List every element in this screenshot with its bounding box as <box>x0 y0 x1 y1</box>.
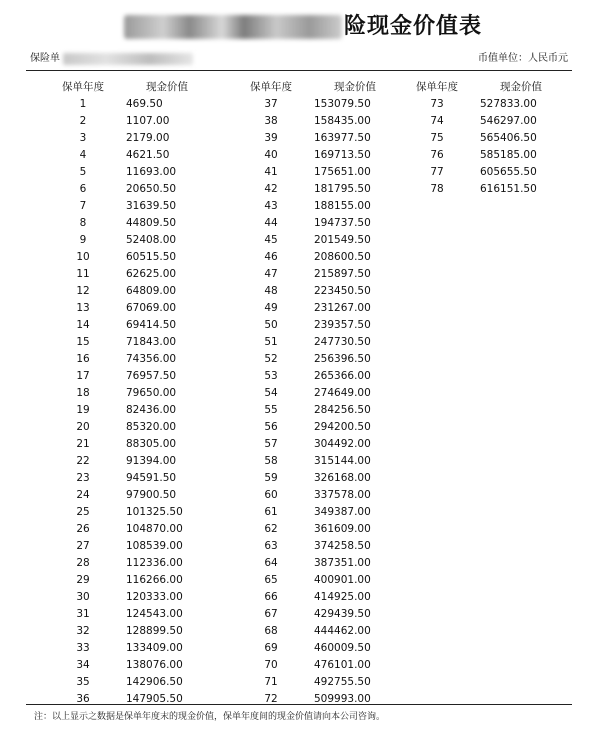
policy-year-cell: 74 <box>430 115 444 127</box>
table-row <box>236 147 404 164</box>
policy-year-cell: 50 <box>264 319 278 331</box>
cash-value-cell: 247730.50 <box>314 336 371 348</box>
cash-value-cell: 181795.50 <box>314 183 371 195</box>
policy-year-cell: 15 <box>76 336 90 348</box>
header-policy-year: 保单年度 <box>416 81 458 93</box>
cash-value-cell: 374258.50 <box>314 540 371 552</box>
policy-year-cell: 28 <box>76 557 90 569</box>
table-row <box>48 249 216 266</box>
policy-year-cell: 48 <box>264 285 278 297</box>
table-row <box>236 572 404 589</box>
table-row <box>48 657 216 674</box>
policy-year-cell: 26 <box>76 523 90 535</box>
header-cash-value: 现金价值 <box>500 81 542 93</box>
policy-year-cell: 34 <box>76 659 90 671</box>
cash-value-cell: 527833.00 <box>480 98 537 110</box>
cash-value-cell: 616151.50 <box>480 183 537 195</box>
policy-year-cell: 71 <box>264 676 278 688</box>
table-row <box>236 215 404 232</box>
cash-value-cell: 104870.00 <box>126 523 183 535</box>
table-row <box>48 589 216 606</box>
table-row <box>236 351 404 368</box>
currency-unit: 币值单位：人民币元 <box>478 53 568 64</box>
table-row <box>48 674 216 691</box>
cash-value-cell: 69414.50 <box>126 319 177 331</box>
table-row <box>48 487 216 504</box>
policy-year-cell: 10 <box>76 251 90 263</box>
table-row <box>402 164 570 181</box>
table-row <box>236 283 404 300</box>
policy-year-cell: 38 <box>264 115 278 127</box>
header-cash-value: 现金价值 <box>334 81 376 93</box>
policy-year-cell: 22 <box>76 455 90 467</box>
document-title <box>0 12 606 42</box>
policy-year-cell: 76 <box>430 149 444 161</box>
table-column-1 <box>48 79 216 708</box>
table-row <box>236 487 404 504</box>
cash-value-cell: 256396.50 <box>314 353 371 365</box>
table-row <box>48 419 216 436</box>
table-row <box>48 521 216 538</box>
table-row <box>48 351 216 368</box>
table-row <box>236 96 404 113</box>
policy-year-cell: 35 <box>76 676 90 688</box>
table-row <box>48 368 216 385</box>
cash-value-cell: 231267.00 <box>314 302 371 314</box>
cash-value-cell: 565406.50 <box>480 132 537 144</box>
cash-value-cell: 64809.00 <box>126 285 177 297</box>
policy-year-cell: 13 <box>76 302 90 314</box>
table-row <box>48 572 216 589</box>
policy-year-cell: 23 <box>76 472 90 484</box>
cash-value-cell: 4621.50 <box>126 149 170 161</box>
table-row <box>236 436 404 453</box>
policy-year-cell: 69 <box>264 642 278 654</box>
cash-value-cell: 188155.00 <box>314 200 371 212</box>
policy-year-cell: 53 <box>264 370 278 382</box>
policy-year-cell: 40 <box>264 149 278 161</box>
table-row <box>236 640 404 657</box>
table-row <box>48 181 216 198</box>
policy-year-cell: 12 <box>76 285 90 297</box>
table-row <box>236 674 404 691</box>
cash-value-cell: 175651.00 <box>314 166 371 178</box>
table-row <box>236 606 404 623</box>
policy-year-cell: 45 <box>264 234 278 246</box>
policy-year-cell: 25 <box>76 506 90 518</box>
table-row <box>48 283 216 300</box>
table-row <box>236 504 404 521</box>
policy-year-cell: 63 <box>264 540 278 552</box>
cash-value-cell: 108539.00 <box>126 540 183 552</box>
policy-year-cell: 8 <box>79 217 87 229</box>
table-row <box>236 232 404 249</box>
table-row <box>236 334 404 351</box>
policy-year-cell: 46 <box>264 251 278 263</box>
top-divider <box>26 70 572 71</box>
cash-value-cell: 128899.50 <box>126 625 183 637</box>
table-row <box>48 504 216 521</box>
policy-year-cell: 31 <box>76 608 90 620</box>
cash-value-cell: 387351.00 <box>314 557 371 569</box>
table-row <box>48 232 216 249</box>
policy-number <box>30 52 193 66</box>
table-row <box>402 96 570 113</box>
table-row <box>402 113 570 130</box>
title-text: 险现金价值表 <box>343 14 482 39</box>
table-row <box>48 130 216 147</box>
policy-year-cell: 65 <box>264 574 278 586</box>
policy-year-cell: 43 <box>264 200 278 212</box>
cash-value-cell: 74356.00 <box>126 353 177 365</box>
table-row <box>236 249 404 266</box>
table-row <box>236 453 404 470</box>
cash-value-cell: 265366.00 <box>314 370 371 382</box>
cash-value-cell: 62625.00 <box>126 268 177 280</box>
policy-year-cell: 77 <box>430 166 444 178</box>
table-row <box>48 215 216 232</box>
policy-year-cell: 42 <box>264 183 278 195</box>
cash-value-cell: 546297.00 <box>480 115 537 127</box>
policy-year-cell: 27 <box>76 540 90 552</box>
cash-value-cell: 460009.50 <box>314 642 371 654</box>
policy-year-cell: 6 <box>79 183 87 195</box>
policy-year-cell: 52 <box>264 353 278 365</box>
table-row <box>236 266 404 283</box>
table-row <box>48 623 216 640</box>
table-row <box>236 521 404 538</box>
table-row <box>236 198 404 215</box>
cash-value-cell: 52408.00 <box>126 234 177 246</box>
policy-year-cell: 58 <box>264 455 278 467</box>
cash-value-cell: 97900.50 <box>126 489 177 501</box>
policy-year-cell: 39 <box>264 132 278 144</box>
cash-value-cell: 444462.00 <box>314 625 371 637</box>
cash-value-cell: 116266.00 <box>126 574 183 586</box>
table-row <box>236 691 404 708</box>
policy-year-cell: 57 <box>264 438 278 450</box>
table-row <box>402 147 570 164</box>
policy-year-cell: 9 <box>79 234 87 246</box>
cash-value-cell: 509993.00 <box>314 693 371 705</box>
cash-value-cell: 492755.50 <box>314 676 371 688</box>
table-row <box>48 385 216 402</box>
table-row <box>48 300 216 317</box>
table-row <box>48 317 216 334</box>
policy-year-cell: 1 <box>79 98 87 110</box>
policy-year-cell: 17 <box>76 370 90 382</box>
header-policy-year: 保单年度 <box>62 81 104 93</box>
table-row <box>402 130 570 147</box>
cash-value-cell: 76957.50 <box>126 370 177 382</box>
policy-year-cell: 66 <box>264 591 278 603</box>
cash-value-cell: 429439.50 <box>314 608 371 620</box>
cash-value-cell: 208600.50 <box>314 251 371 263</box>
policy-year-cell: 5 <box>79 166 87 178</box>
policy-year-cell: 19 <box>76 404 90 416</box>
policy-year-cell: 32 <box>76 625 90 637</box>
cash-value-cell: 31639.50 <box>126 200 177 212</box>
policy-year-cell: 54 <box>264 387 278 399</box>
bottom-divider <box>26 704 572 705</box>
policy-year-cell: 49 <box>264 302 278 314</box>
cash-value-cell: 294200.50 <box>314 421 371 433</box>
cash-value-cell: 147905.50 <box>126 693 183 705</box>
policy-year-cell: 60 <box>264 489 278 501</box>
cash-value-cell: 304492.00 <box>314 438 371 450</box>
table-row <box>236 164 404 181</box>
policy-year-cell: 11 <box>76 268 90 280</box>
cash-value-cell: 138076.00 <box>126 659 183 671</box>
redacted-policy-number <box>63 53 193 65</box>
cash-value-cell: 101325.50 <box>126 506 183 518</box>
cash-value-cell: 169713.50 <box>314 149 371 161</box>
cash-value-cell: 91394.00 <box>126 455 177 467</box>
cash-value-cell: 71843.00 <box>126 336 177 348</box>
footnote: 注：以上显示之数据是保单年度末的现金价值，保单年度间的现金价值请向本公司咨询。 <box>34 712 386 722</box>
table-row <box>236 419 404 436</box>
policy-year-cell: 2 <box>79 115 87 127</box>
table-row <box>236 317 404 334</box>
table-row <box>236 130 404 147</box>
table-header <box>402 79 570 96</box>
policy-year-cell: 20 <box>76 421 90 433</box>
policy-year-cell: 56 <box>264 421 278 433</box>
cash-value-cell: 223450.50 <box>314 285 371 297</box>
cash-value-cell: 476101.00 <box>314 659 371 671</box>
policy-year-cell: 7 <box>79 200 87 212</box>
cash-value-cell: 585185.00 <box>480 149 537 161</box>
cash-value-cell: 326168.00 <box>314 472 371 484</box>
cash-value-cell: 400901.00 <box>314 574 371 586</box>
table-row <box>48 436 216 453</box>
table-row <box>236 589 404 606</box>
cash-value-cell: 82436.00 <box>126 404 177 416</box>
policy-year-cell: 55 <box>264 404 278 416</box>
table-row <box>236 181 404 198</box>
cash-value-cell: 67069.00 <box>126 302 177 314</box>
cash-value-cell: 194737.50 <box>314 217 371 229</box>
policy-year-cell: 29 <box>76 574 90 586</box>
cash-value-cell: 201549.50 <box>314 234 371 246</box>
policy-year-cell: 21 <box>76 438 90 450</box>
table-row <box>236 402 404 419</box>
policy-year-cell: 51 <box>264 336 278 348</box>
table-row <box>236 385 404 402</box>
policy-year-cell: 64 <box>264 557 278 569</box>
table-row <box>236 368 404 385</box>
policy-year-cell: 37 <box>264 98 278 110</box>
table-row <box>236 623 404 640</box>
policy-year-cell: 24 <box>76 489 90 501</box>
table-row <box>48 96 216 113</box>
table-row <box>48 113 216 130</box>
table-row <box>48 640 216 657</box>
table-row <box>48 538 216 555</box>
policy-year-cell: 18 <box>76 387 90 399</box>
policy-year-cell: 78 <box>430 183 444 195</box>
cash-value-cell: 88305.00 <box>126 438 177 450</box>
cash-value-cell: 158435.00 <box>314 115 371 127</box>
table-row <box>48 691 216 708</box>
cash-value-cell: 20650.50 <box>126 183 177 195</box>
table-column-2 <box>236 79 404 708</box>
policy-year-cell: 33 <box>76 642 90 654</box>
header-policy-year: 保单年度 <box>250 81 292 93</box>
cash-value-cell: 361609.00 <box>314 523 371 535</box>
table-row <box>48 334 216 351</box>
policy-year-cell: 68 <box>264 625 278 637</box>
cash-value-cell: 239357.50 <box>314 319 371 331</box>
table-row <box>48 198 216 215</box>
table-row <box>236 113 404 130</box>
table-row <box>236 538 404 555</box>
cash-value-cell: 133409.00 <box>126 642 183 654</box>
table-header <box>48 79 216 96</box>
policy-year-cell: 73 <box>430 98 444 110</box>
cash-value-cell: 349387.00 <box>314 506 371 518</box>
policy-year-cell: 30 <box>76 591 90 603</box>
cash-value-cell: 469.50 <box>126 98 163 110</box>
cash-value-cell: 124543.00 <box>126 608 183 620</box>
policy-year-cell: 61 <box>264 506 278 518</box>
cash-value-cell: 2179.00 <box>126 132 170 144</box>
policy-year-cell: 44 <box>264 217 278 229</box>
table-row <box>236 657 404 674</box>
table-row <box>48 402 216 419</box>
table-row <box>48 266 216 283</box>
table-row <box>402 181 570 198</box>
cash-value-cell: 284256.50 <box>314 404 371 416</box>
cash-value-cell: 60515.50 <box>126 251 177 263</box>
cash-value-cell: 274649.00 <box>314 387 371 399</box>
table-row <box>236 555 404 572</box>
policy-year-cell: 3 <box>79 132 87 144</box>
table-row <box>48 453 216 470</box>
cash-value-cell: 414925.00 <box>314 591 371 603</box>
cash-value-cell: 315144.00 <box>314 455 371 467</box>
table-row <box>48 164 216 181</box>
table-row <box>48 606 216 623</box>
cash-value-cell: 1107.00 <box>126 115 170 127</box>
table-column-3 <box>402 79 570 198</box>
cash-value-cell: 215897.50 <box>314 268 371 280</box>
redacted-title-prefix <box>124 15 342 39</box>
cash-value-cell: 112336.00 <box>126 557 183 569</box>
cash-value-cell: 142906.50 <box>126 676 183 688</box>
cash-value-cell: 153079.50 <box>314 98 371 110</box>
policy-year-cell: 59 <box>264 472 278 484</box>
table-row <box>48 470 216 487</box>
policy-year-cell: 47 <box>264 268 278 280</box>
table-header <box>236 79 404 96</box>
policy-year-cell: 70 <box>264 659 278 671</box>
table-row <box>236 300 404 317</box>
policy-year-cell: 16 <box>76 353 90 365</box>
policy-year-cell: 41 <box>264 166 278 178</box>
policy-year-cell: 62 <box>264 523 278 535</box>
cash-value-cell: 44809.50 <box>126 217 177 229</box>
table-row <box>236 470 404 487</box>
cash-value-cell: 85320.00 <box>126 421 177 433</box>
header-cash-value: 现金价值 <box>146 81 188 93</box>
table-row <box>48 555 216 572</box>
cash-value-cell: 11693.00 <box>126 166 177 178</box>
policy-year-cell: 14 <box>76 319 90 331</box>
policy-year-cell: 36 <box>76 693 90 705</box>
policy-year-cell: 4 <box>79 149 87 161</box>
policy-year-cell: 72 <box>264 693 278 705</box>
policy-year-cell: 75 <box>430 132 444 144</box>
cash-value-cell: 605655.50 <box>480 166 537 178</box>
cash-value-cell: 163977.50 <box>314 132 371 144</box>
cash-value-cell: 79650.00 <box>126 387 177 399</box>
cash-value-cell: 120333.00 <box>126 591 183 603</box>
cash-value-cell: 94591.50 <box>126 472 177 484</box>
cash-value-cell: 337578.00 <box>314 489 371 501</box>
table-row <box>48 147 216 164</box>
policy-label: 保险单 <box>30 53 60 64</box>
policy-year-cell: 67 <box>264 608 278 620</box>
